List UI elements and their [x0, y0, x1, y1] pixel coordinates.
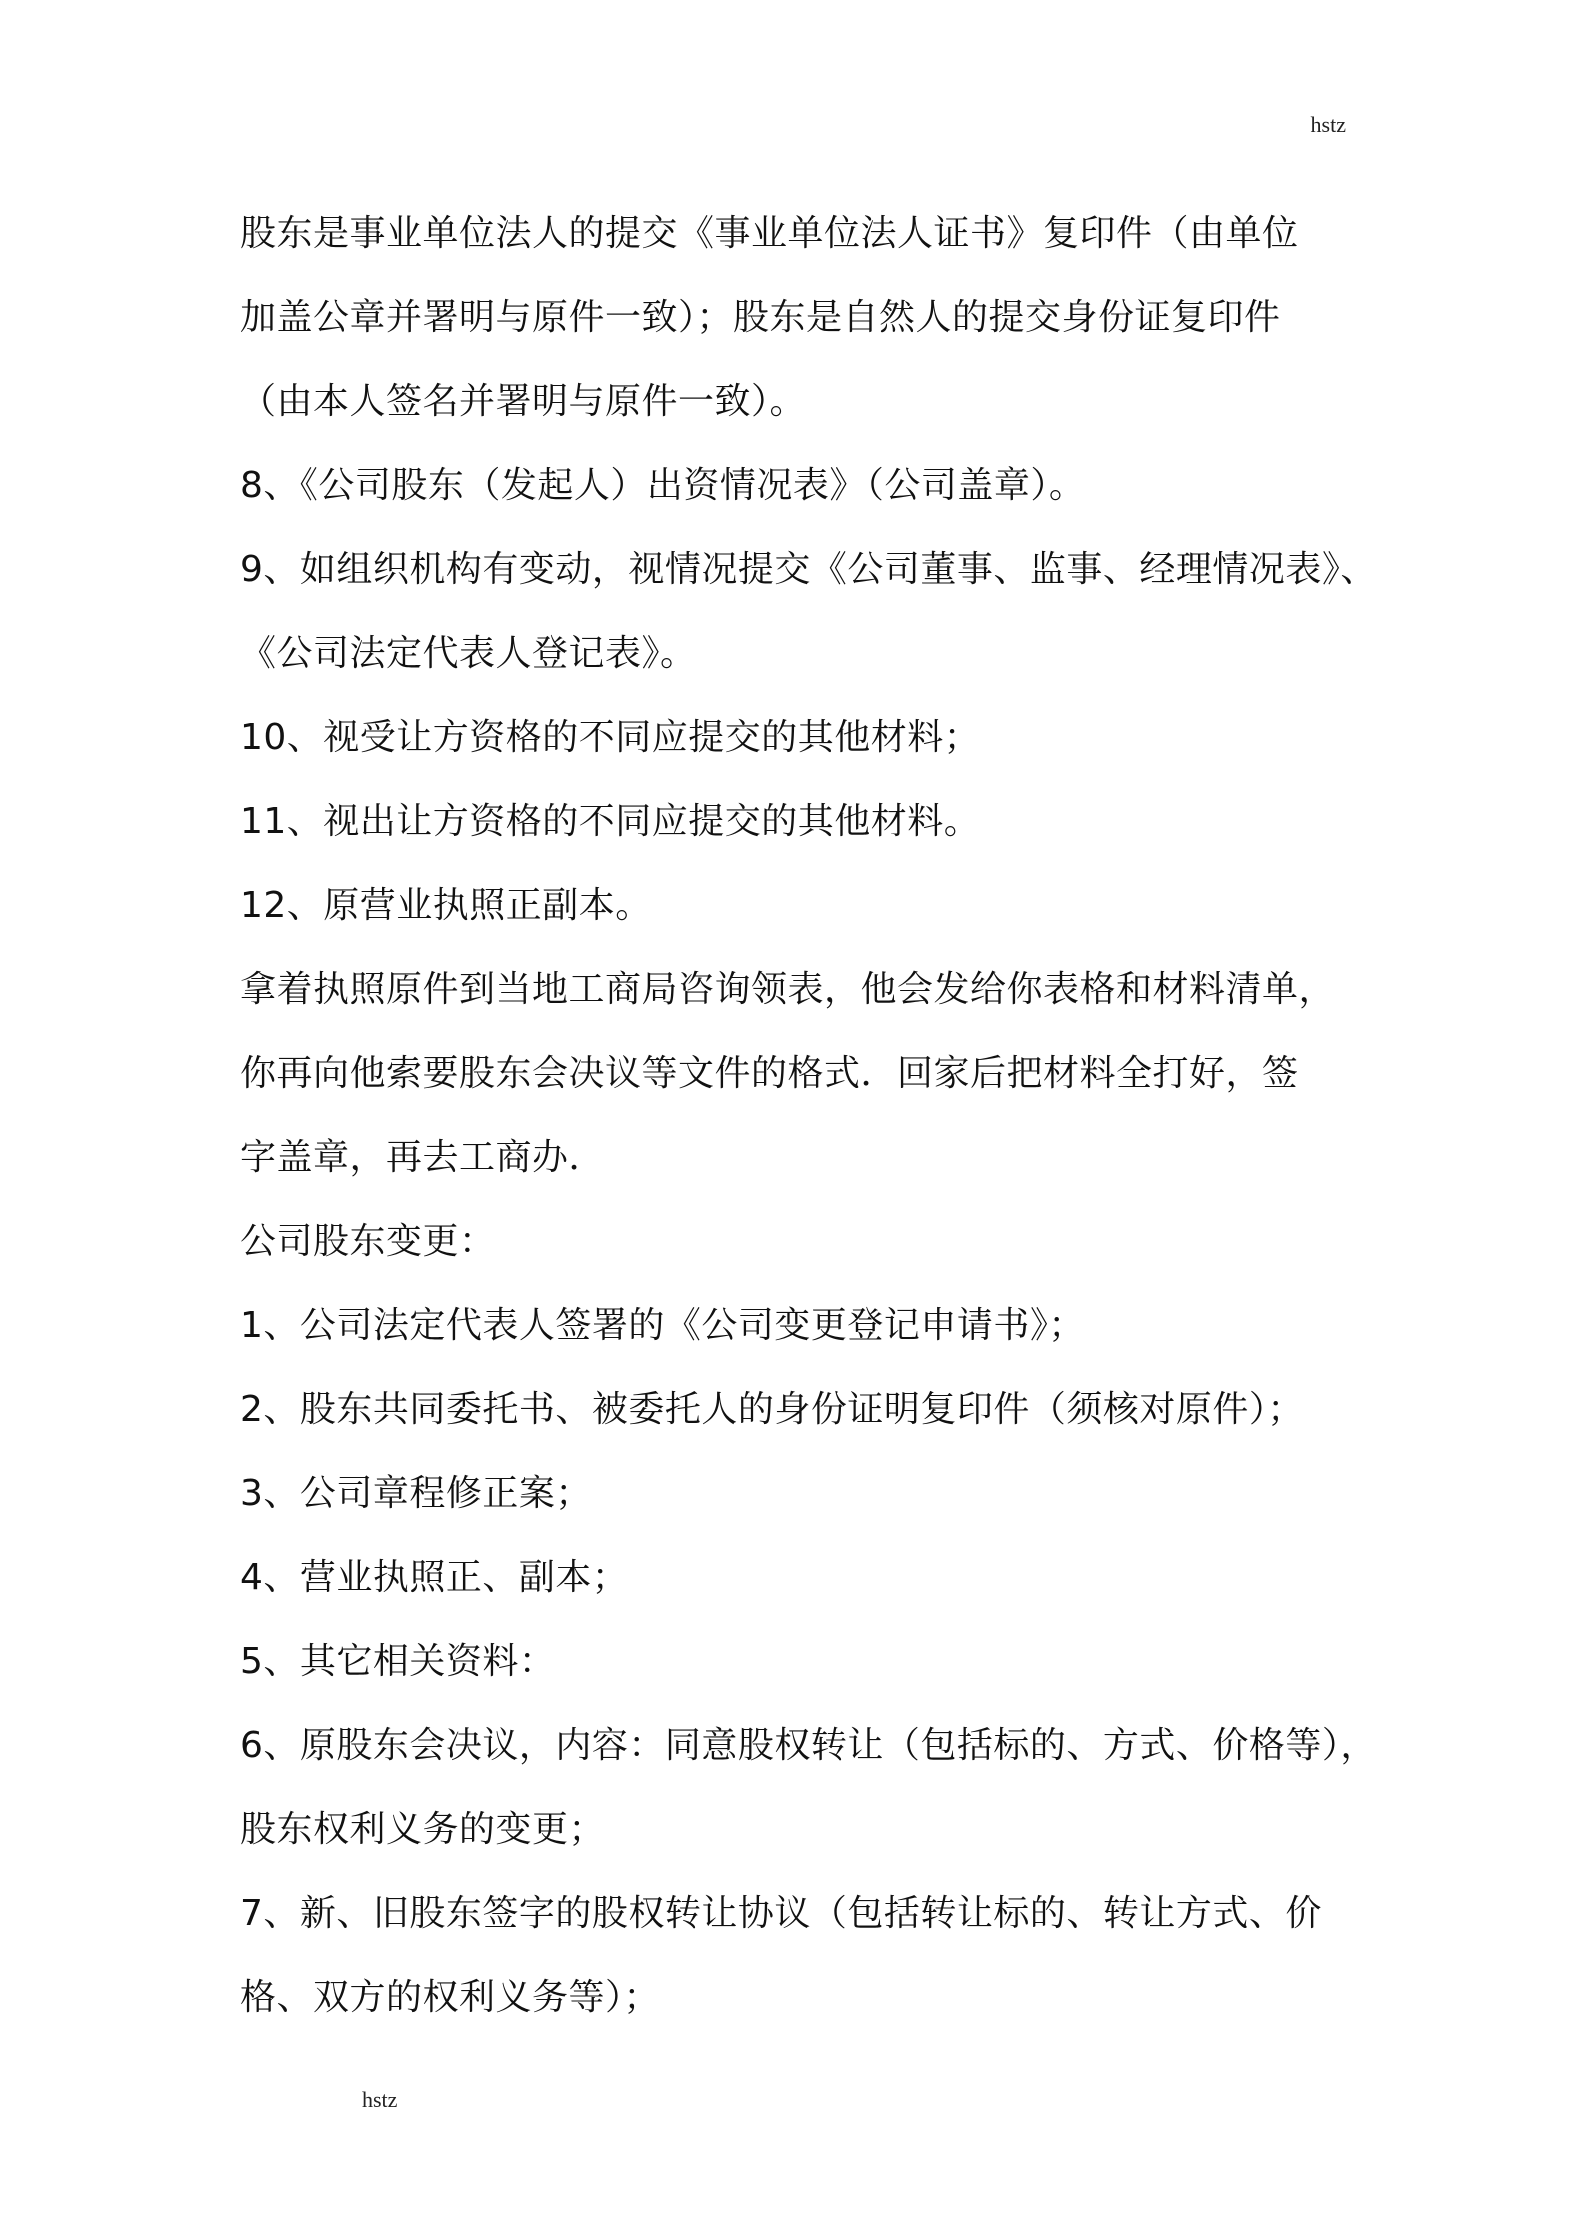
text-line: 7、新、旧股东签字的股权转让协议（包括转让标的、转让方式、价 — [240, 1893, 1322, 1934]
text-line: 12、原营业执照正副本。 — [240, 885, 652, 926]
text-line: 《公司法定代表人登记表》。 — [240, 633, 697, 674]
page-header-mark: hstz — [1310, 112, 1346, 137]
text-line: 股东权利义务的变更； — [240, 1809, 606, 1850]
text-line: 字盖章，再去工商办． — [240, 1137, 606, 1178]
text-line: 2、股东共同委托书、被委托人的身份证明复印件（须核对原件）； — [240, 1389, 1304, 1430]
text-line: 9、如组织机构有变动，视情况提交《公司董事、监事、经理情况表》、 — [240, 549, 1377, 590]
text-line: （由本人签名并署明与原件一致）。 — [240, 381, 807, 422]
text-line: 加盖公章并署明与原件一致）；股东是自然人的提交身份证复印件 — [240, 297, 1281, 338]
text-line: 1、公司法定代表人签署的《公司变更登记申请书》； — [240, 1305, 1085, 1346]
page-footer-mark: hstz — [362, 2087, 398, 2112]
text-line: 6、原股东会决议，内容：同意股权转让（包括标的、方式、价格等）， — [240, 1725, 1377, 1766]
text-line: 11、视出让方资格的不同应提交的其他材料。 — [240, 801, 981, 842]
section-heading: 公司股东变更： — [240, 1221, 496, 1262]
document-body — [240, 192, 1377, 2040]
text-line: 10、视受让方资格的不同应提交的其他材料； — [240, 717, 981, 758]
text-line: 你再向他索要股东会决议等文件的格式．回家后把材料全打好，签 — [240, 1053, 1299, 1094]
text-line: 8、《公司股东（发起人）出资情况表》（公司盖章）。 — [240, 465, 1086, 506]
text-line: 格、双方的权利义务等）； — [240, 1977, 661, 2018]
text-line: 5、其它相关资料： — [240, 1641, 556, 1682]
text-line: 股东是事业单位法人的提交《事业单位法人证书》复印件（由单位 — [240, 213, 1299, 254]
text-line: 4、营业执照正、副本； — [240, 1557, 629, 1598]
text-line: 拿着执照原件到当地工商局咨询领表，他会发给你表格和材料清单， — [240, 969, 1336, 1010]
text-line: 3、公司章程修正案； — [240, 1473, 592, 1514]
